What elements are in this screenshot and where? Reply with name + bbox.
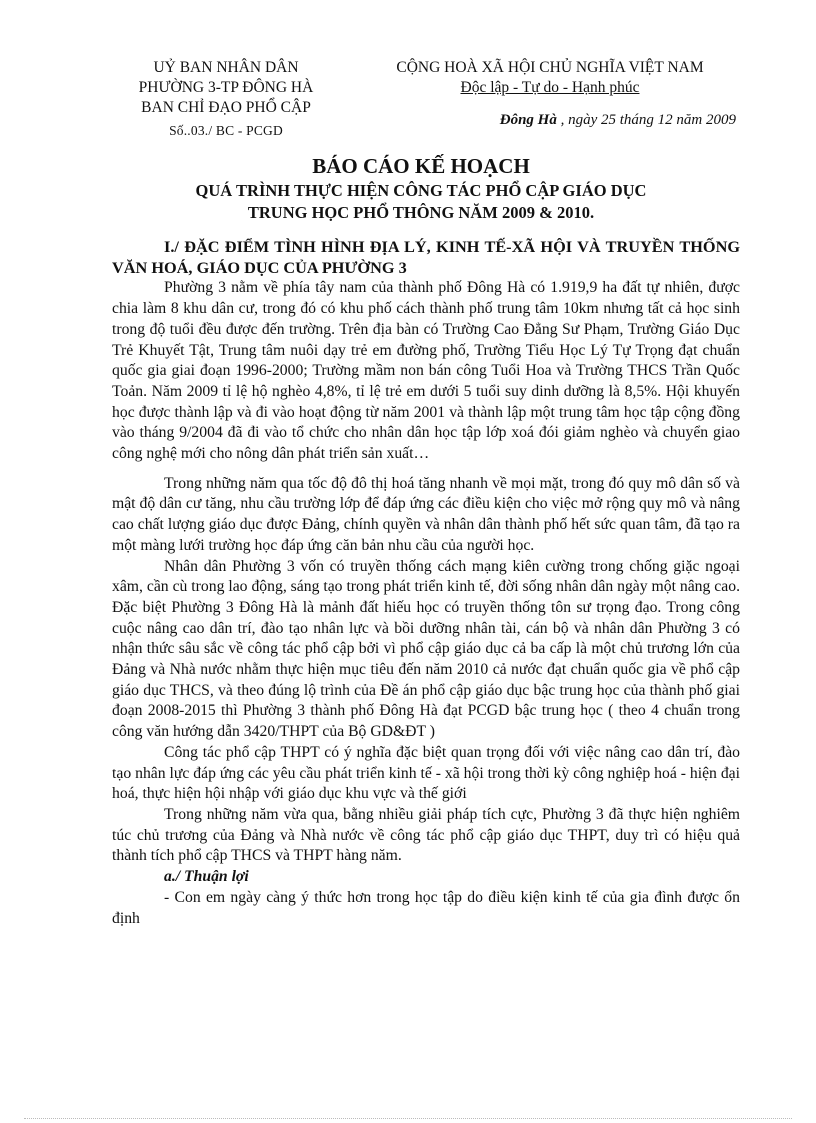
country-name: CỘNG HOÀ XÃ HỘI CHỦ NGHĨA VIỆT NAM <box>396 59 704 76</box>
issuing-authority-block <box>96 58 356 141</box>
title-main: BÁO CÁO KẾ HOẠCH <box>312 154 530 178</box>
authority-line-2: PHƯỜNG 3-TP ĐÔNG HÀ <box>138 79 314 96</box>
authority-line-1: UỶ BAN NHÂN DÂN <box>153 59 299 76</box>
place-and-date <box>352 110 748 130</box>
national-header-block <box>352 58 748 130</box>
authority-line-3: BAN CHỈ ĐẠO PHỔ CẬP <box>141 99 311 116</box>
title-sub-2: TRUNG HỌC PHỔ THÔNG NĂM 2009 & 2010. <box>247 203 595 222</box>
paragraph: Nhân dân Phường 3 vốn có truyền thống cách mạng kiên cường trong chống giặc ngoại xâm, cần cù trong lao động, sáng tạo trong phát triển kinh tế, đời sống nhân dân ngày một nâng cao. Đặc biệt Phường 3 Đông Hà là mảnh đất hiếu học có truyền thống tôn sư trọng đạo. Trong công cuộc nâng cao dân trí, đào tạo nhân lực và bồi dưỡng nhân tài, cán bộ và nhân dân Phường 3 có nhận thức sâu sắc về công tác phổ cập bởi vì phổ cập giáo dục cả ba cấp là một chủ trương lớn của Đảng và Nhà nước nhằm thực hiện mục tiêu đến năm 2010 cả nước đạt chuẩn quốc gia về phổ cập giáo dục THCS, và theo đúng lộ trình của Đề án phổ cập giáo dục bậc trung học của thành phố giai đoạn 2008-2015 thì Phường 3 thành phố Đông Hà đạt PCGD bậc trung học ( theo 4 chuẩn trong công văn hướng dẫn 3420/THPT của Bộ GD&ĐT ) <box>112 557 740 741</box>
paragraph: Trong những năm vừa qua, bằng nhiều giải pháp tích cực, Phường 3 đã thực hiện nghiêm túc chủ trương của Đảng và Nhà nước về công tác phổ cập giáo dục THPT, duy trì có hiệu quả thành tích phổ cập THCS và THPT hàng năm. <box>112 805 740 865</box>
page-bottom-rule <box>24 1118 792 1119</box>
paragraph: Công tác phổ cập THPT có ý nghĩa đặc biệt quan trọng đối với việc nâng cao dân trí, đào tạo nhân lực đáp ứng các yêu cầu phát triển kinh tế - xã hội trong thời kỳ công nghiệp hoá - hiện đại hoá, thực hiện hội nhập với giáo dục khu vực và thế giới <box>112 743 740 803</box>
date-place: Đông Hà <box>499 112 557 128</box>
subheading-advantages: a./ Thuận lợi <box>164 868 249 886</box>
document-body <box>112 237 740 929</box>
title-sub-1: QUÁ TRÌNH THỰC HIỆN CÔNG TÁC PHỔ CẬP GIÁO DỤC <box>195 181 647 200</box>
bullet-item: - Con em ngày càng ý thức hơn trong học tập do điều kiện kinh tế của gia đình được ổn định <box>112 888 740 927</box>
document-title <box>96 152 746 224</box>
paragraph: Phường 3 nằm về phía tây nam của thành phố Đông Hà có 1.919,9 ha đất tự nhiên, được chia làm 8 khu dân cư, trong đó có khu phố cách thành phố trung tâm 10km nhưng tất cả học sinh trong độ tuổi đều được đến trường. Trên địa bàn có Trường Cao Đẳng Sư Phạm, Trường Giáo Dục Trẻ Khuyết Tật, Trung tâm nuôi dạy trẻ em đường phố, Trường Tiểu Học Lý Tự Trọng đạt chuẩn quốc gia giai đoạn 1996-2000; Trường mầm non bán công Tuổi Hoa và Trường THCS Trần Quốc Toản. Năm 2009 tỉ lệ hộ nghèo 4,8%, tỉ lệ trẻ em dưới 5 tuổi suy dinh dưỡng là 8,5%. Hội khuyến học được thành lập và đi vào hoạt động từ năm 2001 và thành lập một trung tâm học tập cộng đồng vào tháng 9/2004 đã đi vào tổ chức cho nhân dân học tập lớp xoá đói giảm nghèo và chuyển giao công nghệ mới cho nông dân phát triển sản xuất… <box>112 279 740 463</box>
national-motto: Độc lập - Tự do - Hạnh phúc <box>460 79 640 96</box>
document-reference-number: Số..03./ BC - PCGD <box>169 123 283 138</box>
paragraph: Trong những năm qua tốc độ đô thị hoá tăng nhanh về mọi mặt, trong đó quy mô dân số và mật độ dân cư tăng, nhu cầu trường lớp để đáp ứng các điều kiện cho việc mở rộng quy mô và nâng cao chất lượng giáo dục được Đảng, chính quyền và nhân dân thành phố hết sức quan tâm, đã tạo ra một màng lưới trường học đáp ứng căn bản nhu cầu của người học. <box>112 474 740 554</box>
section-heading: I./ ĐẶC ĐIỂM TÌNH HÌNH ĐỊA LÝ, KINH TẾ-XÃ HỘI VÀ TRUYỀN THỐNG VĂN HOÁ, GIÁO DỤC CỦA PHƯỜNG 3 <box>112 237 740 277</box>
date-text: , ngày 25 tháng 12 năm 2009 <box>556 112 736 128</box>
